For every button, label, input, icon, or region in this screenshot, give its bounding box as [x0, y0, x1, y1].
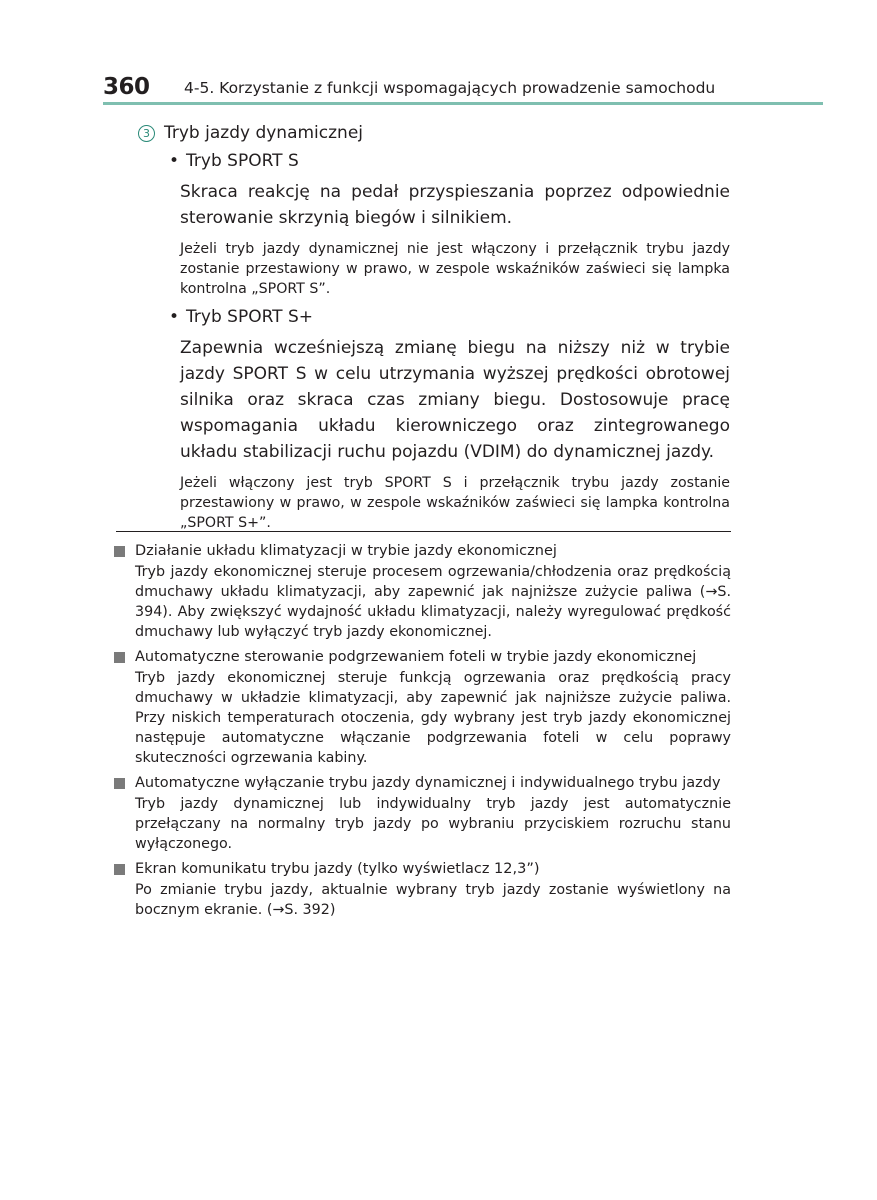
note-item	[114, 772, 731, 854]
section-title: Tryb jazdy dynamicznej	[164, 123, 364, 143]
note-body: Tryb jazdy ekonomicznej steruje funkcją ogrzewania oraz prędkością pracy dmuchawy w układzie klimatyzacji, aby zapewnić jak najniższe zużycie paliwa. Przy niskich temperaturach otoczenia, gdy wybrany jest tryb jazdy ekonomicznej następuje automatyczne włączanie podgrzewania foteli w celu poprawy skuteczności ogrzewania kabiny.	[135, 670, 731, 766]
sport-s-plus-label: Tryb SPORT S+	[186, 307, 313, 327]
section-divider	[116, 531, 731, 532]
square-bullet-icon	[114, 778, 125, 789]
note-heading	[114, 772, 731, 794]
bullet-icon: •	[169, 151, 180, 171]
note-heading	[114, 646, 731, 668]
bullet-icon: •	[169, 307, 180, 327]
note-item	[114, 540, 731, 642]
notes-section	[114, 540, 731, 924]
circled-number-icon: 3	[138, 125, 155, 142]
note-heading-text: Działanie układu klimatyzacji w trybie jazdy ekonomicznej	[135, 543, 557, 559]
note-body: Tryb jazdy dynamicznej lub indywidualny tryb jazdy jest automatycznie przełączany na normalny tryb jazdy po wybraniu przyciskiem rozruchu stanu wyłączonego.	[135, 796, 731, 852]
sport-s-description: Skraca reakcję na pedał przyspieszania poprzez odpowiednie sterowanie skrzynią biegów i silnikiem.	[180, 182, 730, 228]
note-item	[114, 858, 731, 920]
sport-s-heading	[169, 148, 730, 175]
sport-s-plus-description: Zapewnia wcześniejszą zmianę biegu na niższy niż w trybie jazdy SPORT S w celu utrzymania wyższej prędkości obrotowej silnika oraz skraca czas zmiany biegu. Dostosowuje pracę wspomagania układu kierowniczego oraz zintegrowanego układu stabilizacji ruchu pojazdu (VDIM) do dynamicznej jazdy.	[180, 338, 730, 462]
dynamic-mode-section	[138, 120, 730, 533]
page-header	[103, 72, 823, 106]
page-number: 360	[103, 74, 150, 100]
square-bullet-icon	[114, 652, 125, 663]
note-heading	[114, 858, 731, 880]
note-heading-text: Automatyczne wyłączanie trybu jazdy dynamicznej i indywidualnego trybu jazdy	[135, 775, 721, 791]
sport-s-plus-heading	[169, 304, 730, 331]
header-rule	[103, 102, 823, 105]
note-heading	[114, 540, 731, 562]
section-heading	[138, 120, 730, 146]
sport-s-plus-note: Jeżeli włączony jest tryb SPORT S i przełącznik trybu jazdy zostanie przestawiony w prawo, w zespole wskaźników zaświeci się lampka kontrolna „SPORT S+”.	[180, 475, 730, 531]
sport-s-label: Tryb SPORT S	[186, 151, 299, 171]
chapter-title: 4-5. Korzystanie z funkcji wspomagających prowadzenie samochodu	[184, 79, 716, 97]
note-body: Tryb jazdy ekonomicznej steruje procesem ogrzewania/chłodzenia oraz prędkością dmuchawy układu klimatyzacji, aby zapewnić jak najniższe zużycie paliwa (→S. 394). Aby zwiększyć wydajność układu klimatyzacji, należy wyregulować prędkość dmuchawy lub wyłączyć tryb jazdy ekonomicznej.	[135, 564, 731, 640]
note-item	[114, 646, 731, 768]
square-bullet-icon	[114, 864, 125, 875]
note-heading-text: Automatyczne sterowanie podgrzewaniem foteli w trybie jazdy ekonomicznej	[135, 649, 697, 665]
square-bullet-icon	[114, 546, 125, 557]
note-body: Po zmianie trybu jazdy, aktualnie wybrany tryb jazdy zostanie wyświetlony na bocznym ekranie. (→S. 392)	[135, 882, 731, 918]
sport-s-note: Jeżeli tryb jazdy dynamicznej nie jest włączony i przełącznik trybu jazdy zostanie przestawiony w prawo, w zespole wskaźników zaświeci się lampka kontrolna „SPORT S”.	[180, 241, 730, 297]
note-heading-text: Ekran komunikatu trybu jazdy (tylko wyświetlacz 12,3”)	[135, 861, 540, 877]
